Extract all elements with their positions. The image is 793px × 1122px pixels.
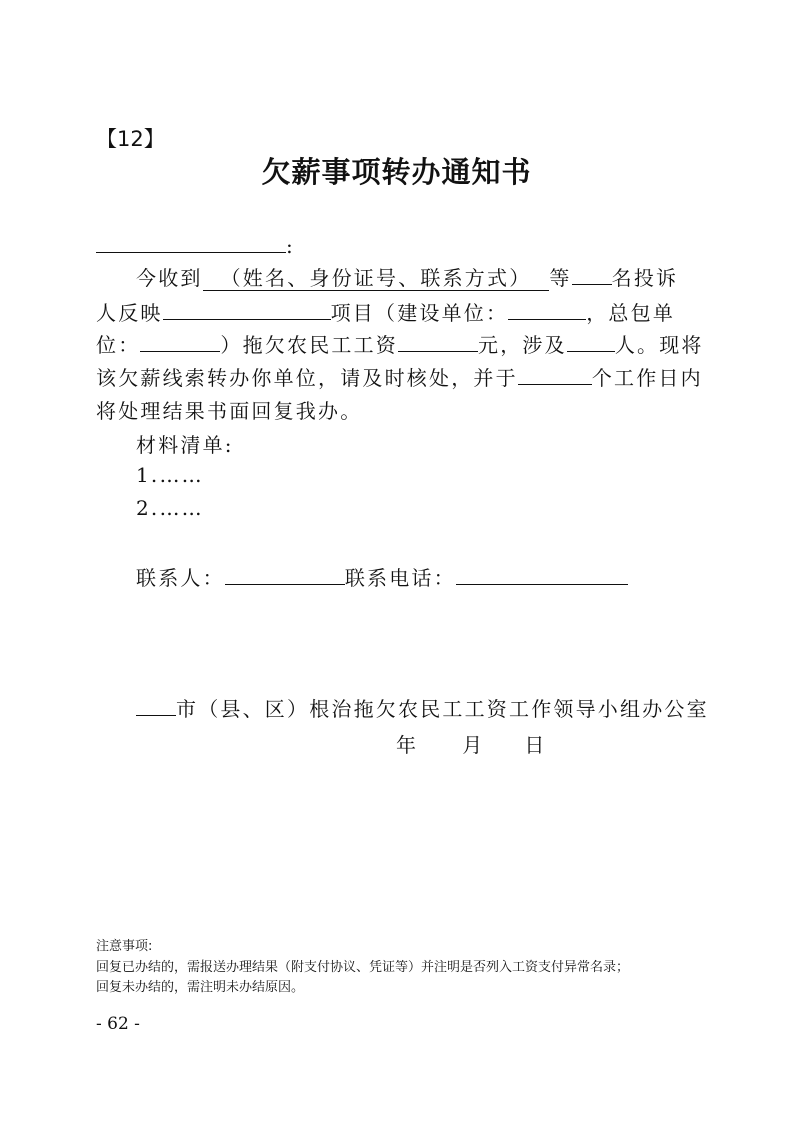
workdays-label: 个工作日内 (591, 366, 703, 390)
date-year-label: 年 (396, 733, 419, 757)
notes-line-1: 回复已办结的，需报送办理结果（附支付协议、凭证等）并注明是否列入工资支付异常名录； (96, 960, 630, 975)
page-title: 欠薪事项转办通知书 (261, 155, 532, 189)
complainant-count-blank[interactable] (572, 262, 612, 285)
city-blank[interactable] (136, 693, 176, 716)
notes-line-2: 回复未办结的，需注明未办结原因。 (96, 980, 305, 995)
general-contractor-label: ，总包单 (586, 301, 676, 325)
materials-item-1: 1.…… (136, 463, 204, 487)
people-label: 人。现将 (614, 333, 704, 357)
date-day-label: 日 (524, 733, 547, 757)
signature-office-line (136, 693, 709, 722)
complainant-info-blank[interactable]: （姓名、身份证号、联系方式） (203, 266, 550, 291)
complaint-label: 名投诉 (611, 266, 679, 290)
people-count-blank[interactable] (567, 329, 615, 352)
date-month-label: 月 (462, 733, 485, 757)
page-number: - 62 - (96, 1014, 140, 1034)
construction-unit-label: 项目（建设单位： (330, 301, 509, 325)
contact-phone-label: 联系电话： (344, 566, 456, 590)
contact-phone-blank[interactable] (456, 562, 628, 585)
project-name-blank[interactable] (163, 297, 331, 320)
amount-blank[interactable] (398, 329, 478, 352)
addressee-line (96, 230, 295, 258)
para-line-1 (136, 262, 678, 291)
yuan-label: 元，涉及 (478, 333, 567, 357)
para-line-5: 将处理结果书面回复我办。 (96, 399, 363, 423)
contact-person-label: 联系人： (136, 566, 225, 590)
received-label: 今收到 (136, 266, 203, 290)
para-line-4 (96, 362, 703, 391)
addressee-blank[interactable] (96, 230, 286, 253)
notes-heading: 注意事项: (96, 939, 153, 954)
deng-label: 等 (549, 266, 572, 290)
construction-unit-blank[interactable] (508, 297, 586, 320)
wage-arrears-label: ）拖欠农民工工资 (220, 333, 399, 357)
transfer-text: 该欠薪线索转办你单位，请及时核处，并于 (96, 366, 518, 390)
doc-tag: 【12】 (96, 127, 165, 151)
signature-date-line (396, 729, 547, 758)
days-blank[interactable] (518, 362, 592, 385)
para-line-2 (96, 297, 675, 326)
materials-item-2: 2.…… (136, 496, 204, 520)
contact-person-blank[interactable] (225, 562, 345, 585)
general-contractor-blank[interactable] (140, 329, 220, 352)
unit-label: 位： (96, 333, 141, 357)
para-line-3 (96, 329, 704, 358)
report-label: 人反映 (96, 301, 163, 325)
materials-heading: 材料清单: (136, 433, 234, 457)
contact-line (136, 562, 628, 591)
signature-office: 市（县、区）根治拖欠农民工工资工作领导小组办公室 (176, 697, 709, 721)
addressee-colon: : (286, 234, 295, 258)
